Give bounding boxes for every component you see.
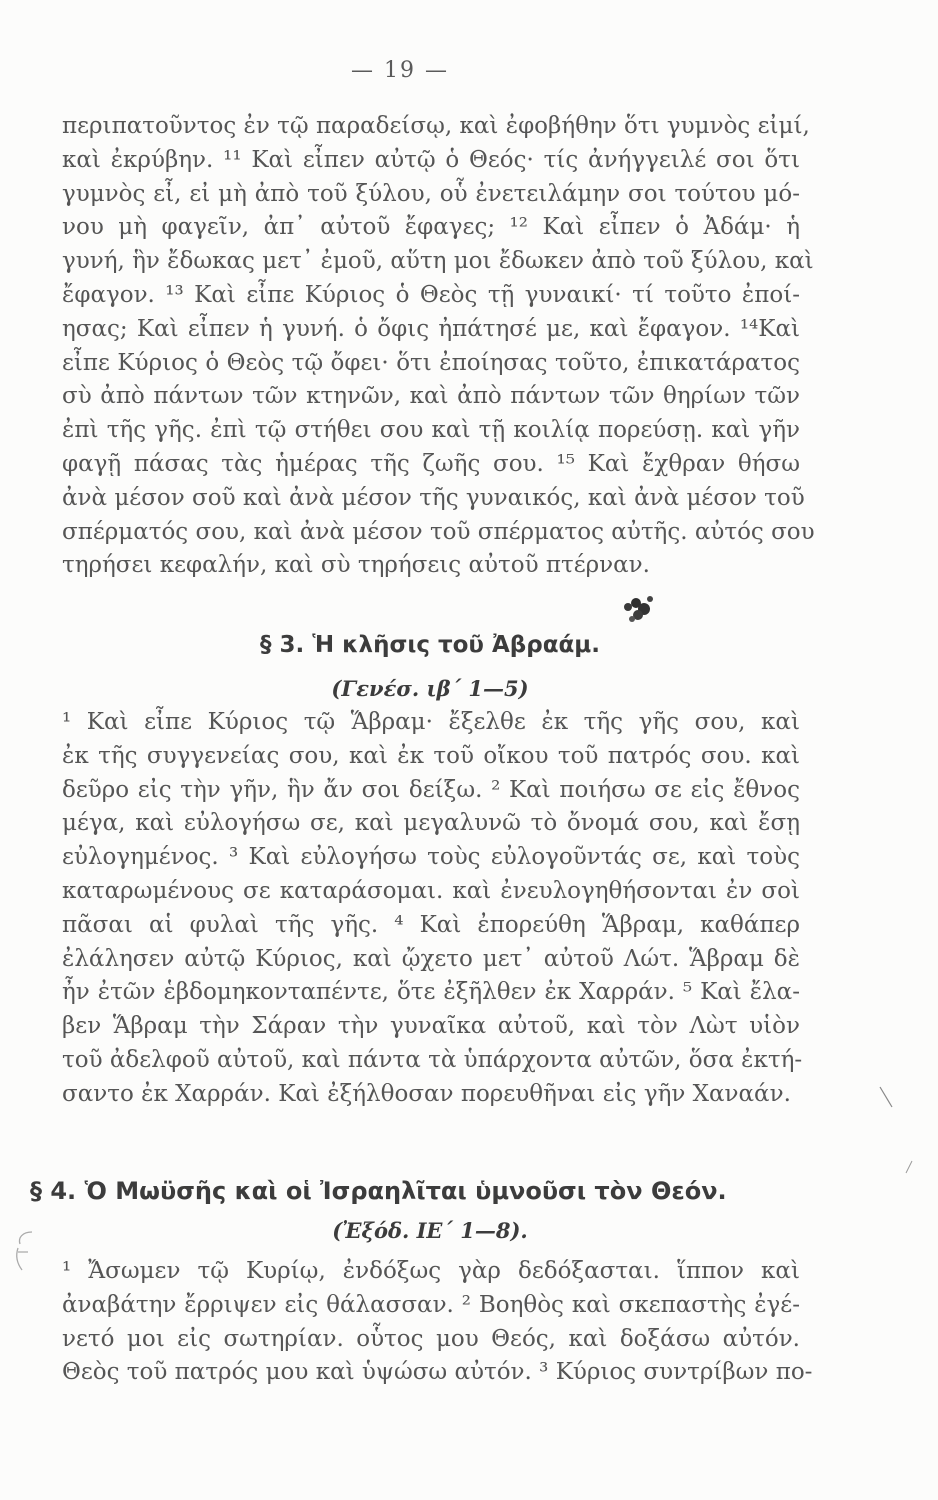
text-line: εὐλογημένος. ³ Καὶ εὐλογήσω τοὺς εὐλογοῦντάς σε, καὶ τοὺς — [62, 844, 800, 871]
section-3-heading: § 3. Ἡ κλῆσις τοῦ Ἀβραάμ. — [260, 632, 600, 658]
text-line: τοῦ ἀδελφοῦ αὐτοῦ, καὶ πάντα τὰ ὑπάρχοντα αὐτῶν, ὅσα ἐκτή- — [62, 1046, 803, 1073]
passage-genesis-12 — [62, 706, 803, 1112]
text-line: μέγα, καὶ εὐλογήσω σε, καὶ μεγαλυνῶ τὸ ὄνομά σου, καὶ ἔσῃ — [62, 810, 800, 837]
text-line: ἔφαγον. ¹³ Καὶ εἶπε Κύριος ὁ Θεὸς τῇ γυναικί· τί τοῦτο ἐποί- — [62, 281, 800, 308]
page-number: — 19 — — [351, 58, 449, 83]
ink-stamp-icon — [618, 585, 658, 625]
text-line: καὶ ἐκρύβην. ¹¹ Καὶ εἶπεν αὐτῷ ὁ Θεός· τίς ἀνήγγειλέ σοι ὅτι — [62, 146, 800, 173]
text-line: δεῦρο εἰς τὴν γῆν, ἣν ἄν σοι δείξω. ² Καὶ ποιήσω σε εἰς ἔθνος — [62, 776, 800, 803]
text-line: γυμνὸς εἶ, εἰ μὴ ἀπὸ τοῦ ξύλου, οὗ ἐνετειλάμην σοι τούτου μό- — [62, 180, 800, 207]
text-line: ἀναβάτην ἔρριψεν εἰς θάλασσαν. ² Βοηθὸς καὶ σκεπαστὴς ἐγέ- — [62, 1291, 800, 1318]
handwritten-mark-icon — [12, 1228, 38, 1274]
text-line: νου μὴ φαγεῖν, ἀπ᾽ αὐτοῦ ἔφαγες; ¹² Καὶ εἶπεν ὁ Ἀδάμ· ἡ — [62, 214, 800, 241]
text-line: νετό μοι εἰς σωτηρίαν. οὗτος μου Θεός, καὶ δοξάσω αὐτόν. — [62, 1325, 800, 1352]
text-line: σαντο ἐκ Χαρράν. Καὶ ἐξήλθοσαν πορευθῆναι εἰς γῆν Χαναάν. — [62, 1080, 791, 1107]
text-line: ἦν ἐτῶν ἑβδομηκονταπέντε, ὅτε ἐξῆλθεν ἐκ Χαρράν. ⁵ Καὶ ἔλα- — [62, 979, 800, 1006]
section-3-reference: (Γενέσ. ιβ΄ 1—5) — [331, 676, 529, 701]
text-line: πᾶσαι αἱ φυλαὶ τῆς γῆς. ⁴ Καὶ ἐπορεύθη Ἅβραμ, καθάπερ — [62, 911, 800, 938]
text-line: τηρήσει κεφαλήν, καὶ σὺ τηρήσεις αὐτοῦ πτέρναν. — [62, 552, 650, 579]
text-line: βεν Ἅβραμ τὴν Σάραν τὴν γυναῖκα αὐτοῦ, καὶ τὸν Λὼτ υἱὸν — [62, 1013, 800, 1040]
text-line: φαγῇ πάσας τὰς ἡμέρας τῆς ζωῆς σου. ¹⁵ Καὶ ἔχθραν θήσω — [62, 450, 800, 477]
section-4-heading: § 4. Ὁ Μωϋσῆς καὶ οἱ Ἰσραηλῖται ὑμνοῦσι τὸν Θεόν. — [30, 1177, 727, 1205]
text-line: ἀνὰ μέσον σοῦ καὶ ἀνὰ μέσον τῆς γυναικός, καὶ ἀνὰ μέσον τοῦ — [62, 484, 805, 511]
text-line: σὺ ἀπὸ πάντων τῶν κτηνῶν, καὶ ἀπὸ πάντων τῶν θηρίων τῶν — [62, 383, 800, 410]
text-line: ¹ Ἄσωμεν τῷ Κυρίῳ, ἐνδόξως γὰρ δεδόξασται. ἵππον καὶ — [62, 1258, 800, 1284]
text-line: ἐπὶ τῆς γῆς. ἐπὶ τῷ στήθει σου καὶ τῇ κοιλίᾳ πορεύσῃ. καὶ γῆν — [62, 417, 800, 444]
section-4-reference: (Ἐξόδ. ΙΕ΄ 1—8). — [332, 1218, 528, 1243]
text-line: ησας; Καὶ εἶπεν ἡ γυνή. ὁ ὄφις ἠπάτησέ με, καὶ ἔφαγον. ¹⁴Καὶ — [62, 315, 800, 342]
text-line: ἐλάλησεν αὐτῷ Κύριος, καὶ ᾤχετο μετ᾽ αὐτοῦ Λώτ. Ἅβραμ δὲ — [62, 945, 800, 972]
text-line: ¹ Καὶ εἶπε Κύριος τῷ Ἅβραμ· ἔξελθε ἐκ τῆς γῆς σου, καὶ — [62, 709, 800, 735]
passage-genesis-3 — [62, 110, 815, 583]
pencil-mark-icon — [905, 1160, 913, 1174]
text-line: περιπατοῦντος ἐν τῷ παραδείσῳ, καὶ ἐφοβήθην ὅτι γυμνὸς εἰμί, — [62, 113, 810, 139]
pencil-mark-icon — [878, 1085, 894, 1109]
text-line: σπέρματός σου, καὶ ἀνὰ μέσον τοῦ σπέρματος αὐτῆς. αὐτός σου — [62, 518, 815, 545]
text-line: γυνή, ἣν ἔδωκας μετ᾽ ἐμοῦ, αὕτη μοι ἔδωκεν ἀπὸ τοῦ ξύλου, καὶ — [62, 248, 814, 275]
text-line: ἐκ τῆς συγγενείας σου, καὶ ἐκ τοῦ οἴκου τοῦ πατρός σου. καὶ — [62, 742, 800, 769]
passage-exodus-15 — [62, 1255, 813, 1390]
text-line: εἶπε Κύριος ὁ Θεὸς τῷ ὄφει· ὅτι ἐποίησας τοῦτο, ἐπικατάρατος — [62, 349, 800, 376]
text-line: καταρωμένους σε καταράσομαι. καὶ ἐνευλογηθήσονται ἐν σοὶ — [62, 877, 800, 904]
text-line: Θεὸς τοῦ πατρός μου καὶ ὑψώσω αὐτόν. ³ Κύριος συντρίβων πο- — [62, 1359, 813, 1386]
